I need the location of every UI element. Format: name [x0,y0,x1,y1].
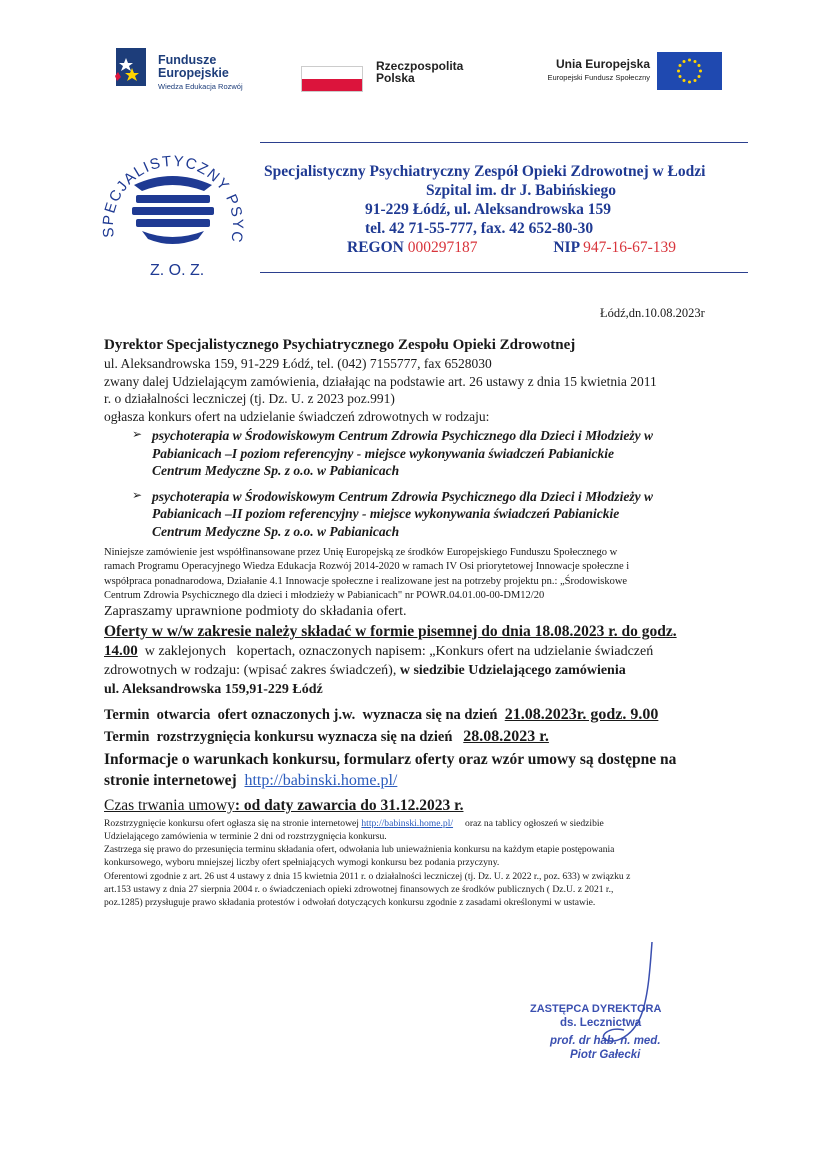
cofinance-line-4: Centrum Zdrowia Psychicznego dla dzieci i młodzieży w Pabianicach" nr POWR.04.01.00-00-DM12/20 [104,589,545,601]
regon-label: REGON [347,239,404,256]
director-stamp [530,1002,710,1062]
duration-value: : od daty zawarcia do 31.12.2023 r. [234,796,464,814]
intro-line-2: r. o działalności leczniczej (tj. Dz. U. z 2023 poz.991) [104,391,395,406]
offers-deadline: Oferty w w/w zakresie należy składać w formie pisemnej do dnia 18.08.2023 r. do godz. [104,622,677,640]
fine-line-6: art.153 ustawy z dnia 27 sierpnia 2004 r. o świadczeniach opieki zdrowotnej finansowych ze środków publicznych ( Dz.U. z 2021 r., [104,883,614,895]
info-line-2 [104,770,736,792]
bullet-1-line-2: Pabianicach –I poziom referencyjny - miejsce wykonywania świadczeń Pabianickie [152,445,614,461]
zoz-bottom-text: Z. O. Z. [150,262,205,279]
intro-line-1: zwany dalej Udzielającym zamówienia, działając na podstawie art. 26 ustawy z dnia 15 kwietnia 2011 [104,373,657,389]
nip-label: NIP [553,239,580,256]
header-line-2: Szpital im. dr J. Babińskiego [426,182,617,199]
ue-title: Unia Europejska [555,57,650,71]
bullet-2-line-2: Pabianicach –II poziom referencyjny - miejsce wykonywania świadczeń Pabianickie [152,506,620,521]
fine-line-7: poz.1285) przysługuje prawo składania protestów i odwołań dotyczących konkursu zgodnie z zasadami określonymi w ustawie. [104,896,596,908]
cofinance-line-3: współpraca ponadnarodowa, Działanie 4.1 Innowacje społeczne i realizowane jest na potrzeby projektu pn.: „Środowiskowe [104,575,628,587]
rp-title: Rzeczpospolita Polska [376,59,464,85]
fe-title: Fundusze Europejskie [158,53,229,80]
opening-label: Termin otwarcia ofert oznaczonych j.w. wyznacza się na dzień [104,706,505,723]
fine-1b: oraz na tablicy ogłoszeń w siedzibie [453,817,604,829]
eu-flag-icon [657,52,722,90]
zoz-logo [92,145,252,285]
duration-line [104,795,736,816]
header-rule-top [260,142,748,143]
header-rule-bottom [260,272,748,273]
bullet-marker: ➢ [132,487,143,502]
eu-flag [657,52,722,90]
offers-scope: zdrowotnych w rodzaju: (wpisać zakres świadczeń), [104,662,400,678]
fine-line-1 [104,817,736,830]
result-date [104,726,736,748]
cofinance-line-2: ramach Programu Operacyjnego Wiedza Edukacja Rozwój 2014-2020 w ramach IV Osi priorytetowej Innowacje społeczne i [104,561,630,573]
zoz-ring-text: SPECJALISTYCZNY PSYC [99,152,247,245]
fine-print [104,817,736,909]
announce-line: ogłasza konkurs ofert na udzielanie świadczeń zdrowotnych w rodzaju: [104,408,490,424]
bullet-1-line-1: psychoterapia w Środowiskowym Centrum Zdrowia Psychicznego dla Dzieci i Młodzieży w [152,428,654,443]
ue-logo-text [500,57,650,82]
nip-value: 947-16-67-139 [583,239,677,256]
bullet-2-line-1: psychoterapia w Środowiskowym Centrum Zdrowia Psychicznego dla Dzieci i Młodzieży w [152,488,654,504]
fe-logo-text [158,54,278,91]
stamp-line-1: ZASTĘPCA DYREKTORA [530,1003,662,1015]
offers-time: 14.00 [104,642,138,659]
header-line-5 [347,238,742,257]
header-line-3: 91-229 Łódź, ul. Aleksandrowska 159 [365,201,612,218]
document-date: Łódź,dn.10.08.2023r [600,306,705,320]
duration-label: Czas trwania umowy [104,796,235,814]
fine-line-3: Zastrzega się prawo do przesunięcia terminu składania ofert, odwołania lub unieważnienia konkursu na każdym etapie postępowania [104,844,615,856]
fine-1a: Rozstrzygnięcie konkursu ofert ogłasza się na stronie internetowej [104,817,362,829]
stamp-line-2: ds. Lecznictwa [560,1017,642,1029]
bullet-2 [104,488,736,541]
fine-line-5: Oferentowi zgodnie z art. 26 ust 4 ustawy z dnia 15 kwietnia 2011 r. o działalności leczniczej (tj. Dz. U. z 2022 r., poz. 633) w związku z [104,870,631,882]
zoz-emblem-icon [92,145,252,285]
info-line-1: Informacje o warunkach konkursu, formularz oferty oraz wzór umowy są dostępne na [104,750,677,768]
bullet-1 [104,427,736,480]
fe-subtitle: Wiedza Edukacja Rozwój [158,82,243,91]
cofinance-line-1: Niniejsze zamówienie jest współfinansowane przez Unię Europejską ze środków Europejskiego Funduszu Społecznego w [104,547,618,558]
info-url-link[interactable]: http://babinski.home.pl/ [244,771,398,789]
bullet-1-line-3: Centrum Medyczne Sp. z o.o. w Pabianicach [152,463,400,478]
poland-flag [301,66,363,92]
info-label: stronie internetowej [104,771,245,789]
document-body [104,336,736,909]
fine-line-4: konkursowego, wyboru mniejszej liczby ofert spełniających wymogi konkursu bez podania przyczyny. [104,857,500,869]
fine-line-2: Udzielającego zamówienia w terminie 2 dni od rozstrzygnięcia konkursu. [104,830,387,842]
offers-line-3 [104,661,736,680]
header-line-4: tel. 42 71-55-777, fax. 42 652-80-30 [365,220,594,237]
result-label: Termin rozstrzygnięcia konkursu wyznacza się na dzień [104,728,464,745]
stamp-line-3: prof. dr hab. n. med. [550,1035,661,1047]
opening-value: 21.08.2023r. godz. 9.00 [504,705,659,723]
ue-subtitle: Europejski Fundusz Społeczny [547,73,650,82]
fe-logo [112,46,152,90]
opening-date [104,704,736,726]
stamp-line-4: Piotr Gałecki [570,1049,641,1061]
offers-address: ul. Aleksandrowska 159,91-229 Łódź [104,681,323,697]
fe-star-icon [112,46,152,90]
header-line-1: Specjalistyczny Psychiatryczny Zespół Opieki Zdrowotnej w Łodzi [264,163,706,180]
bullet-marker: ➢ [132,427,143,441]
result-value: 28.08.2023 r. [463,727,549,745]
offers-line-2 [104,642,736,661]
invite-line: Zapraszamy uprawnione podmioty do składania ofert. [104,604,407,620]
fine-url-link[interactable]: http://babinski.home.pl/ [361,817,454,829]
offers-envelopes: w zaklejonych kopertach, oznaczonych napisem: „Konkurs ofert na udzielanie świadczeń [137,643,654,659]
director-title: Dyrektor Specjalistycznego Psychiatrycznego Zespołu Opieki Zdrowotnej [104,337,576,353]
offers-place: w siedzibie Udzielającego zamówienia [399,662,626,678]
header-text [262,162,742,257]
cofinance-note [104,546,736,603]
bullet-2-line-3: Centrum Medyczne Sp. z o.o. w Pabianicach [152,523,400,539]
director-address: ul. Aleksandrowska 159, 91-229 Łódź, tel. (042) 7155777, fax 6528030 [104,356,492,371]
svg-text:SPECJALISTYCZNY PSYCHIATRYCZNY [92,145,246,245]
regon-value: 000297187 [407,239,478,256]
